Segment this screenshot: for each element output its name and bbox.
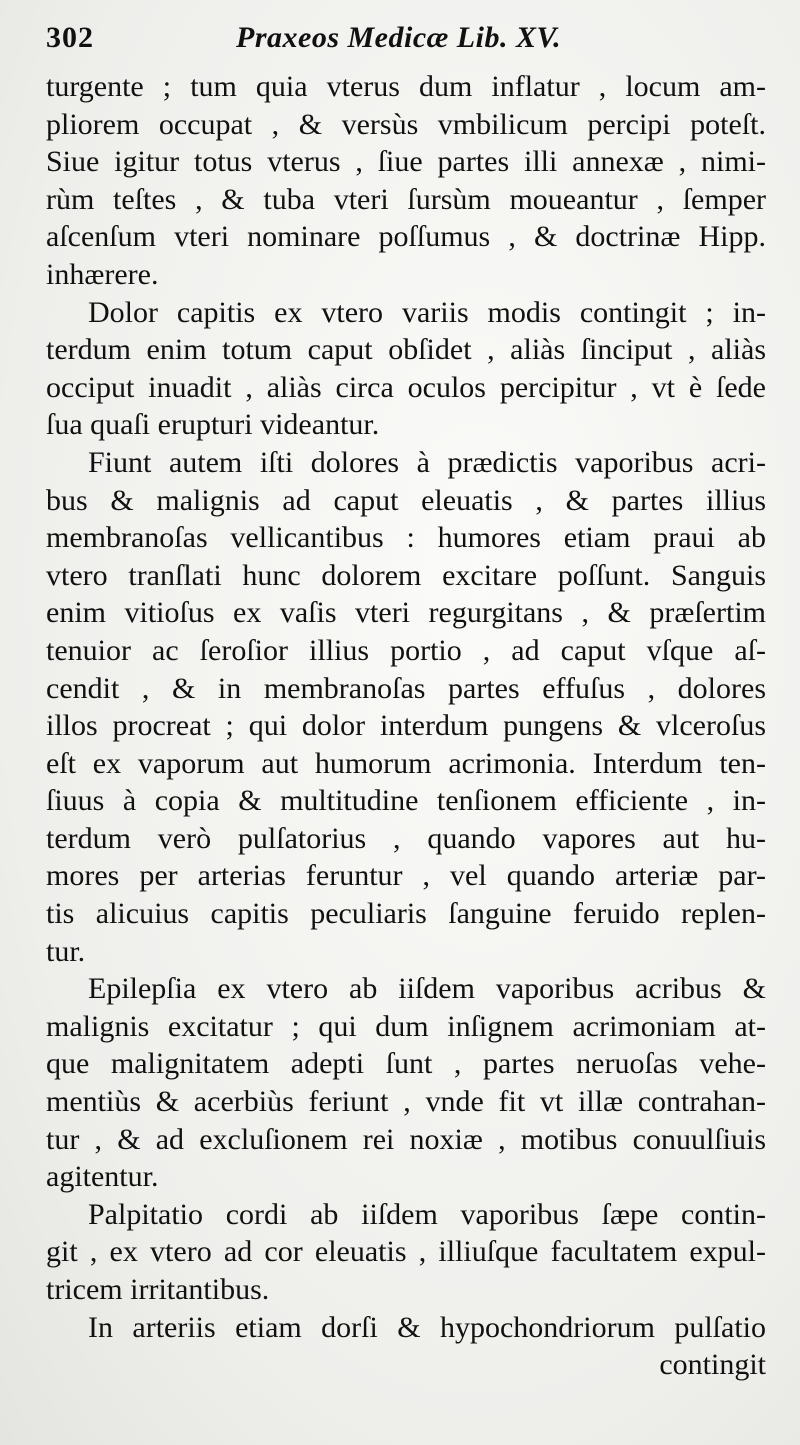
text-line: In arteriis etiam dorſi & hypochondriorum pulſatio	[88, 1310, 766, 1344]
text-line: terdum enim totum caput obſidet , aliàs ſinciput , aliàs	[46, 333, 766, 367]
text-line: tricem irritantibus.	[46, 1273, 270, 1306]
text-line: pliorem occupat , & versùs vmbilicum percipi poteſt.	[46, 107, 766, 141]
page-number: 302	[46, 21, 94, 54]
paragraph	[46, 294, 766, 444]
text-line: tur.	[46, 934, 86, 968]
text-line: ſiuus à copia & multitudine tenſionem efficiente , in-	[46, 784, 766, 818]
text-line: Palpitatio cordi ab iiſdem vaporibus ſæpe contin-	[88, 1197, 766, 1231]
paragraph	[46, 970, 766, 1196]
body-text	[46, 68, 766, 1384]
text-line: tis alicuius capitis peculiaris ſanguine feruido replen-	[46, 897, 766, 931]
text-line: occiput inuadit , aliàs circa oculos percipitur , vt è ſede	[46, 370, 766, 404]
text-line: Siue igitur totus vterus , ſiue partes illi annexæ , nimi-	[46, 145, 766, 179]
paragraph	[46, 1196, 766, 1309]
running-title: Praxeos Medicæ Lib. XV.	[236, 21, 562, 54]
page-header	[46, 16, 766, 60]
text-line: Fiunt autem iſti dolores à prædictis vaporibus acri-	[88, 445, 766, 479]
text-line: turgente ; tum quia vterus dum inflatur , locum am-	[46, 70, 766, 103]
text-line: terdum verò pulſatorius , quando vapores aut hu-	[46, 821, 766, 855]
paragraph	[46, 1309, 766, 1347]
paragraph	[46, 444, 766, 970]
text-line: tur , & ad excluſionem rei noxiæ , motibus conuulſiuis	[46, 1122, 766, 1156]
text-line: bus & malignis ad caput eleuatis , & partes illius	[46, 483, 766, 517]
text-line: membranoſas vellicantibus : humores etiam praui ab	[46, 521, 766, 555]
text-line: ſua quaſi erupturi videantur.	[46, 408, 380, 442]
text-line: que malignitatem adepti ſunt , partes neruoſas vehe-	[46, 1047, 766, 1081]
paragraph	[46, 68, 766, 294]
text-line: cendit , & in membranoſas partes effuſus , dolores	[46, 671, 766, 705]
text-line: agitentur.	[46, 1160, 159, 1194]
text-line: aſcenſum vteri nominare poſſumus , & doctrinæ Hipp.	[46, 220, 766, 254]
text-line: mores per arterias feruntur , vel quando arteriæ par-	[46, 859, 766, 893]
text-line: Epilepſia ex vtero ab iiſdem vaporibus acribus &	[88, 972, 766, 1006]
text-line: vtero tranſlati hunc dolorem excitare poſſunt. Sanguis	[46, 558, 766, 592]
text-line: inhærere.	[46, 257, 159, 291]
text-line: git , ex vtero ad cor eleuatis , illiuſque facultatem expul-	[46, 1235, 766, 1269]
text-line: enim vitioſus ex vaſis vteri regurgitans , & præſertim	[46, 596, 766, 630]
text-line: illos procreat ; qui dolor interdum pungens & vlceroſus	[46, 709, 766, 743]
text-line: mentiùs & acerbiùs feriunt , vnde fit vt illæ contrahan-	[46, 1085, 766, 1119]
text-line: malignis excitatur ; qui dum inſignem acrimoniam at-	[46, 1009, 766, 1043]
catchword: contingit	[659, 1348, 766, 1382]
text-line: Dolor capitis ex vtero variis modis contingit ; in-	[88, 295, 766, 329]
text-line: rùm teſtes , & tuba vteri ſursùm moueantur , ſemper	[46, 182, 766, 216]
text-line: eſt ex vaporum aut humorum acrimonia. Interdum ten-	[46, 746, 766, 780]
text-line: tenuior ac ſeroſior illius portio , ad caput vſque aſ-	[46, 633, 766, 667]
